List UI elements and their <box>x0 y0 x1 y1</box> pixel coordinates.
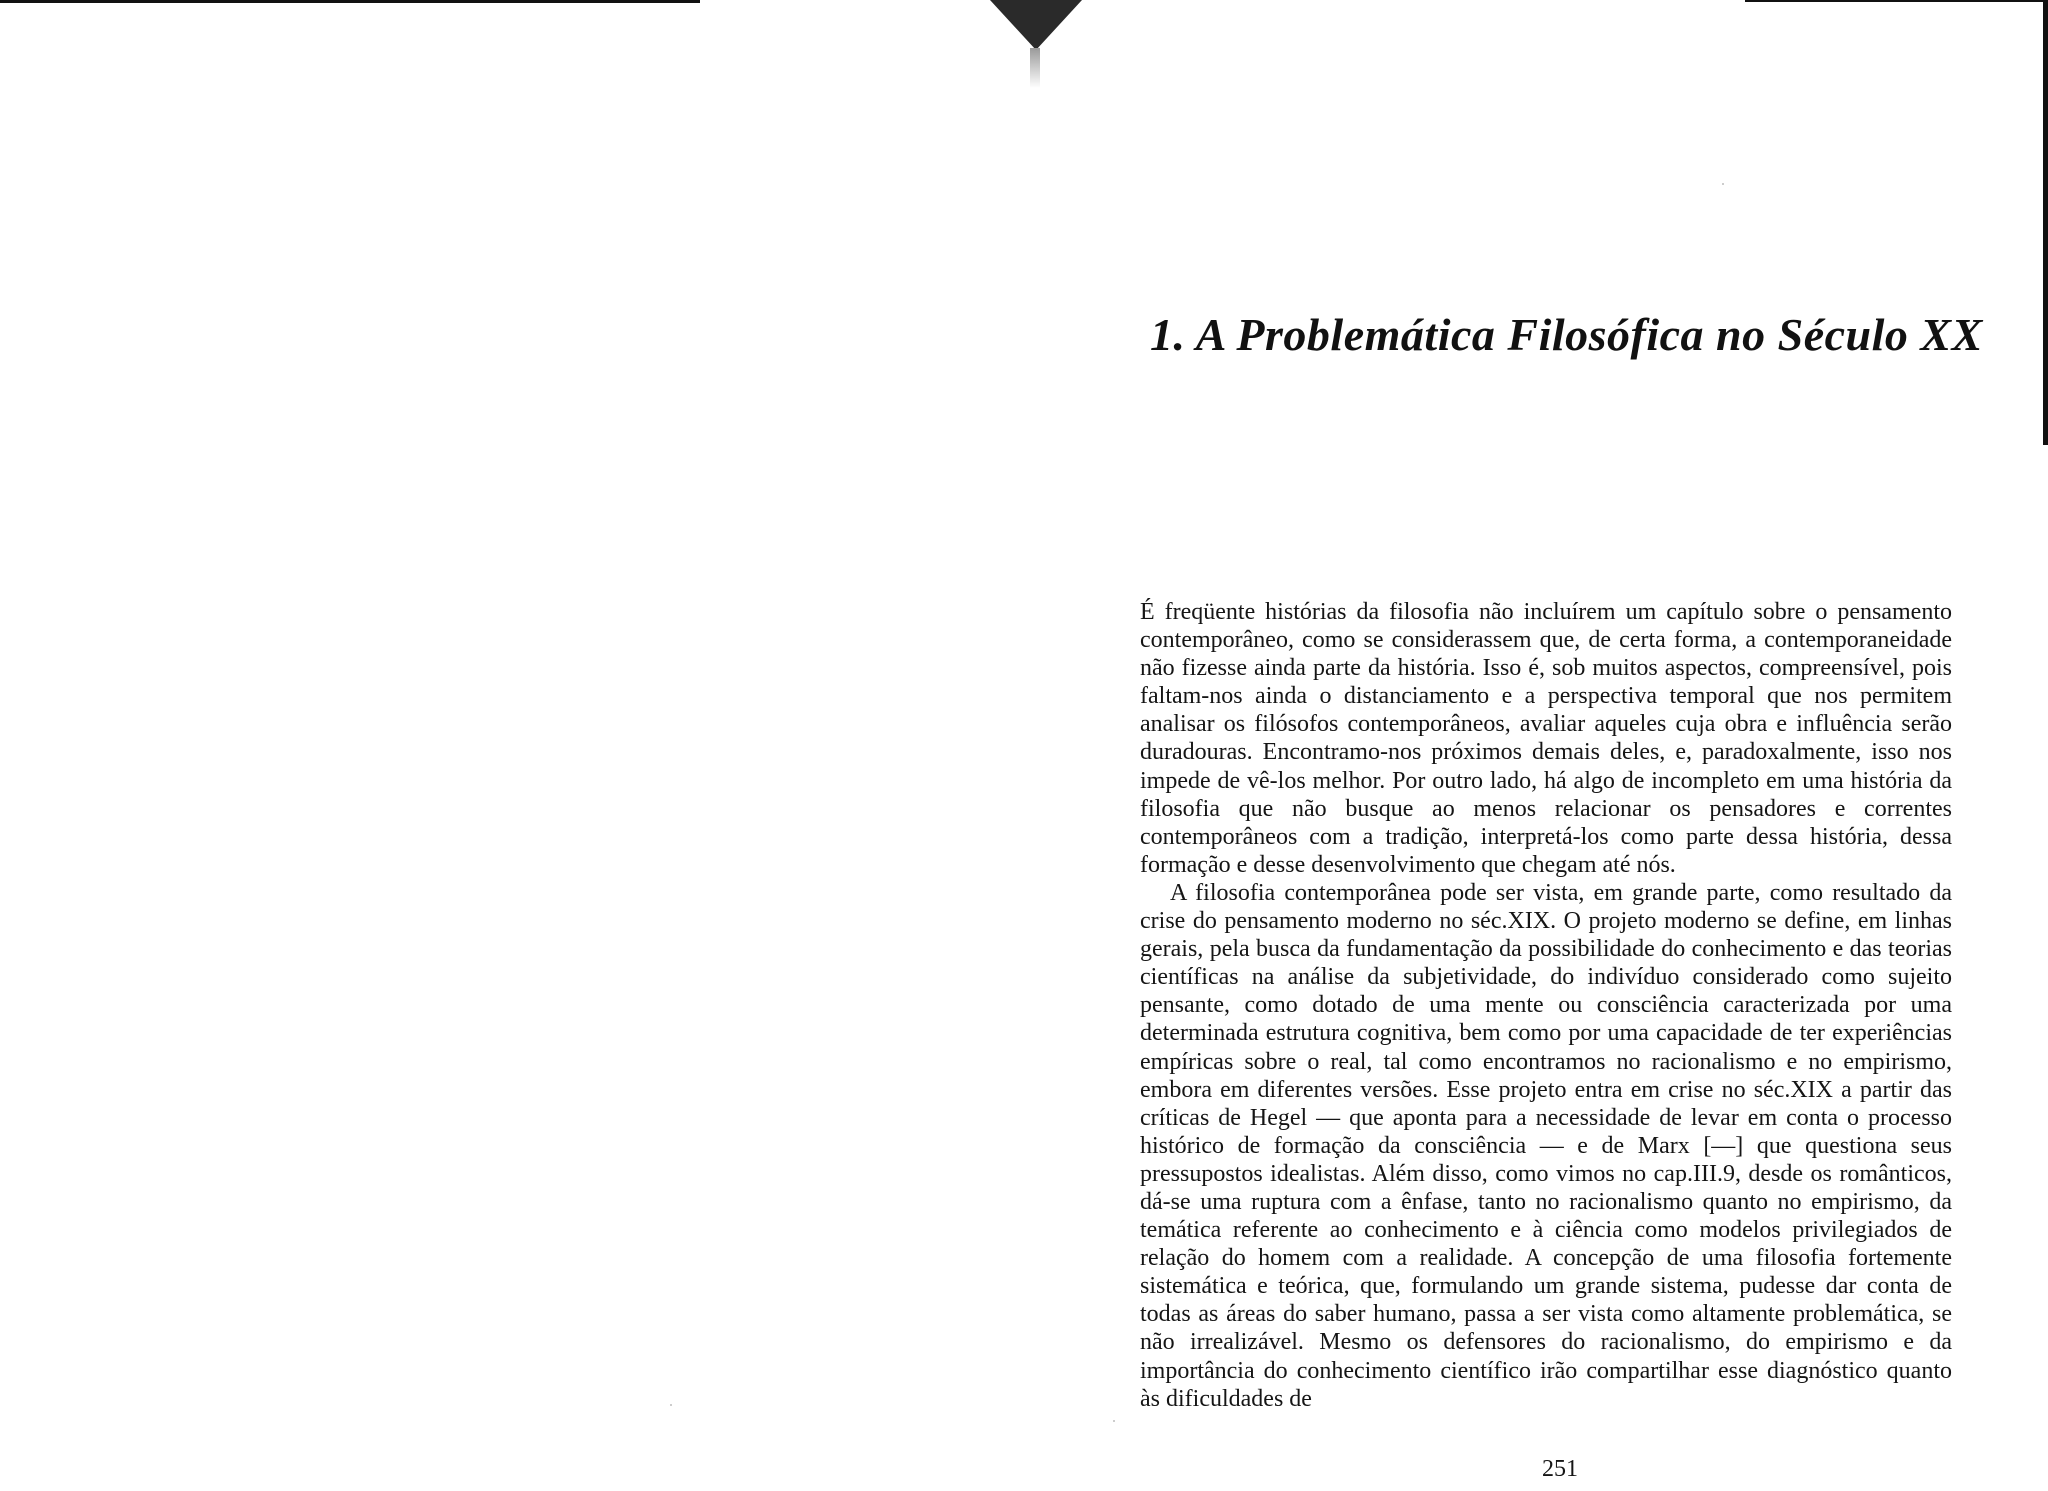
scan-speck <box>1722 183 1724 185</box>
page-number: 251 <box>1542 1456 1578 1482</box>
chapter-title: 1. A Problemática Filosófica no Século XX <box>1150 308 1983 360</box>
scan-edge-top-left <box>0 0 700 3</box>
body-paragraph: A filosofia contemporânea pode ser vista, em grande parte, como resultado da crise do pensamento moderno no séc.XIX. O projeto moderno se define, em linhas gerais, pela busca da fundamentação da possibilidade do conhecimento e das teorias científicas na análise da subjetividade, do indivíduo considerado como sujeito pensante, como dotado de uma mente ou consciência caracterizada por uma determinada estrutura cognitiva, bem como por uma capacidade de ter experiências empíricas sobre o real, tal como encontramos no racionalismo e no empirismo, embora em diferentes versões. Esse projeto entra em crise no séc.XIX a partir das críticas de Hegel — que aponta para a necessidade de levar em conta o processo histórico de formação da consciência — e de Marx [—] que questiona seus pressupostos idealistas. Além disso, como vimos no cap.III.9, desde os românticos, dá-se uma ruptura com a ênfase, tanto no racionalismo quanto no empirismo, da temática referente ao conhecimento e à ciência como modelos privilegiados de relação do homem com a realidade. A concepção de uma filosofia fortemente sistemática e teórica, que, formulando um grande sistema, pudesse dar conta de todas as áreas do saber humano, passa a ser vista como altamente problemática, se não irrealizável. Mesmo os defensores do racionalismo, do empirismo e da importância do conhecimento científico irão compartilhar esse diagnóstico quanto às dificuldades de <box>1140 879 1952 1412</box>
binding-mark <box>990 0 1082 50</box>
body-paragraph: É freqüente histórias da filosofia não incluírem um capítulo sobre o pensamento contemporâneo, como se considerassem que, de certa forma, a contemporaneidade não fizesse ainda parte da história. Isso é, sob muitos aspectos, compreensível, pois faltam-nos ainda o distanciamento e a perspectiva temporal que nos permitem analisar os filósofos contemporâneos, avaliar aqueles cuja obra e influência serão duradouras. Encontramo-nos próximos demais deles, e, paradoxalmente, isso nos impede de vê-los melhor. Por outro lado, há algo de incompleto em uma história da filosofia que não busque ao menos relacionar os pensadores e correntes contemporâneos com a tradição, interpretá-los como parte dessa história, dessa formação e desse desenvolvimento que chegam até nós. <box>1140 599 1952 878</box>
scan-speck <box>1113 1420 1115 1422</box>
binding-mark-shadow <box>1030 48 1040 88</box>
scan-speck <box>670 1404 672 1406</box>
body-text <box>1140 598 1952 1413</box>
scan-edge-top-right <box>1745 0 2048 2</box>
scan-edge-right <box>2043 0 2048 445</box>
